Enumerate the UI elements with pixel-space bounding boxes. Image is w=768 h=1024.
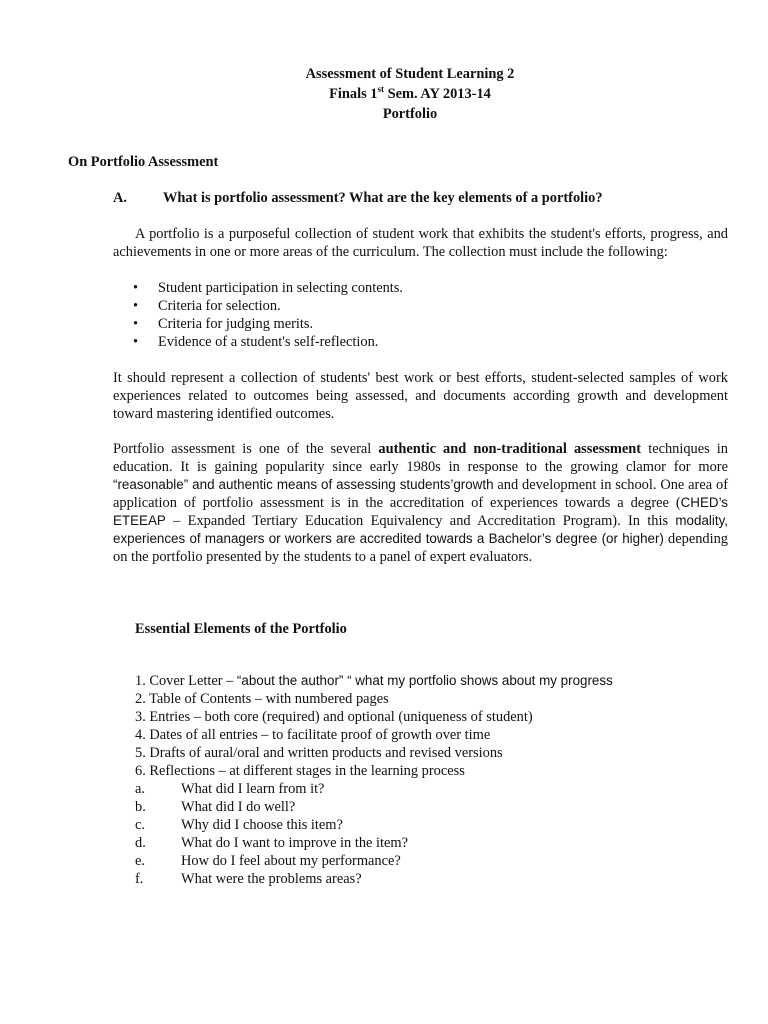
- list-item: [135, 816, 408, 834]
- list-item: [135, 708, 613, 726]
- list-item: [133, 279, 403, 297]
- list-item-text: Criteria for selection.: [158, 298, 281, 314]
- list-item: [135, 852, 408, 870]
- element-text: 2. Table of Contents – with numbered pages: [135, 691, 389, 707]
- element-text: 3. Entries – both core (required) and optional (uniqueness of student): [135, 709, 533, 725]
- exam-term-post: Sem. AY 2013-14: [384, 86, 491, 102]
- list-item: [135, 834, 408, 852]
- para3-sans3: modality, experiences of managers or workers are accredited towards a Bachelor’s degree (or higher): [113, 513, 728, 546]
- question-heading: [113, 189, 603, 207]
- list-item: [135, 690, 613, 708]
- para3-mid2: and development in school. One area of application of portfolio assessment is in the accreditation of experiences towards a degree (: [113, 477, 728, 511]
- item-letter: b.: [135, 799, 146, 815]
- list-item-text: Student participation in selecting contents.: [158, 280, 403, 296]
- bullet-list: [133, 279, 403, 351]
- element-text: 6. Reflections – at different stages in the learning process: [135, 763, 465, 779]
- item-letter: e.: [135, 853, 145, 869]
- bullet-icon: •: [133, 316, 139, 332]
- item-letter: c.: [135, 817, 145, 833]
- list-item-text: Evidence of a student's self-reflection.: [158, 334, 379, 350]
- para3-emphasis: authentic and non-traditional assessment: [378, 441, 642, 457]
- elements-list: [135, 672, 613, 780]
- list-item: [133, 315, 403, 333]
- para3-sans2: CHED’s ETEEAP: [113, 495, 728, 528]
- exam-term-pre: Finals 1: [329, 86, 378, 102]
- item-letter: d.: [135, 835, 146, 851]
- element-text: 4. Dates of all entries – to facilitate proof of growth over time: [135, 727, 491, 743]
- para3-pre: Portfolio assessment is one of the several: [113, 441, 379, 457]
- course-title: Assessment of Student Learning 2: [305, 66, 515, 82]
- para3-mid3: – Expanded Tertiary Education Equivalency and Accreditation Program). In this: [165, 513, 676, 529]
- bullet-icon: •: [133, 334, 139, 350]
- item-text: What did I do well?: [181, 799, 296, 815]
- para3-post: depending on the portfolio presented by the students to a panel of expert evaluators.: [113, 531, 728, 565]
- item-letter: a.: [135, 781, 145, 797]
- list-item: [135, 744, 613, 762]
- portfolio-assessment-paragraph: [113, 440, 728, 566]
- element-sans-text: “about the author” “ what my portfolio shows about my progress: [236, 673, 613, 688]
- element-text: 5. Drafts of aural/oral and written products and revised versions: [135, 745, 503, 761]
- bullet-icon: •: [133, 298, 139, 314]
- item-text: What did I learn from it?: [181, 781, 325, 797]
- intro-paragraph: A portfolio is a purposeful collection of student work that exhibits the student's efforts, progress, and achievements in one or more areas of the curriculum. The collection must include the following:: [113, 226, 728, 260]
- list-item-text: Criteria for judging merits.: [158, 316, 314, 332]
- element-text: 1. Cover Letter –: [135, 673, 237, 689]
- item-text: What were the problems areas?: [181, 871, 362, 887]
- list-item: [135, 762, 613, 780]
- question-text: What is portfolio assessment? What are the key elements of a portfolio?: [163, 190, 603, 206]
- item-text: How do I feel about my performance?: [181, 853, 401, 869]
- item-letter: f.: [135, 871, 144, 887]
- list-item: [135, 726, 613, 744]
- para3-mid1: techniques in education. It is gaining popularity since early 1980s in response to the growing clamor for more: [113, 441, 729, 475]
- list-item: [135, 798, 408, 816]
- list-item: [135, 780, 408, 798]
- item-text: What do I want to improve in the item?: [181, 835, 408, 851]
- document-subject: Portfolio: [382, 106, 438, 122]
- exam-term-sup: st: [377, 84, 384, 95]
- bullet-icon: •: [133, 280, 139, 296]
- section-title: On Portfolio Assessment: [68, 154, 219, 170]
- item-text: Why did I choose this item?: [181, 817, 343, 833]
- list-item: [133, 297, 403, 315]
- reflection-questions: [135, 780, 408, 888]
- exam-term: [0, 84, 768, 104]
- list-item: [133, 333, 403, 351]
- para3-sans1: “reasonable” and authentic means of assessing students’growth: [113, 477, 494, 492]
- collection-paragraph: It should represent a collection of students' best work or best efforts, student-selected samples of work experiences related to outcomes being assessed, and documents according growth and development toward mastering identified outcomes.: [113, 370, 728, 422]
- elements-title: Essential Elements of the Portfolio: [135, 621, 347, 637]
- list-item: [135, 870, 408, 888]
- question-letter: A.: [113, 190, 127, 206]
- document-header: [0, 64, 768, 124]
- list-item: [135, 672, 613, 690]
